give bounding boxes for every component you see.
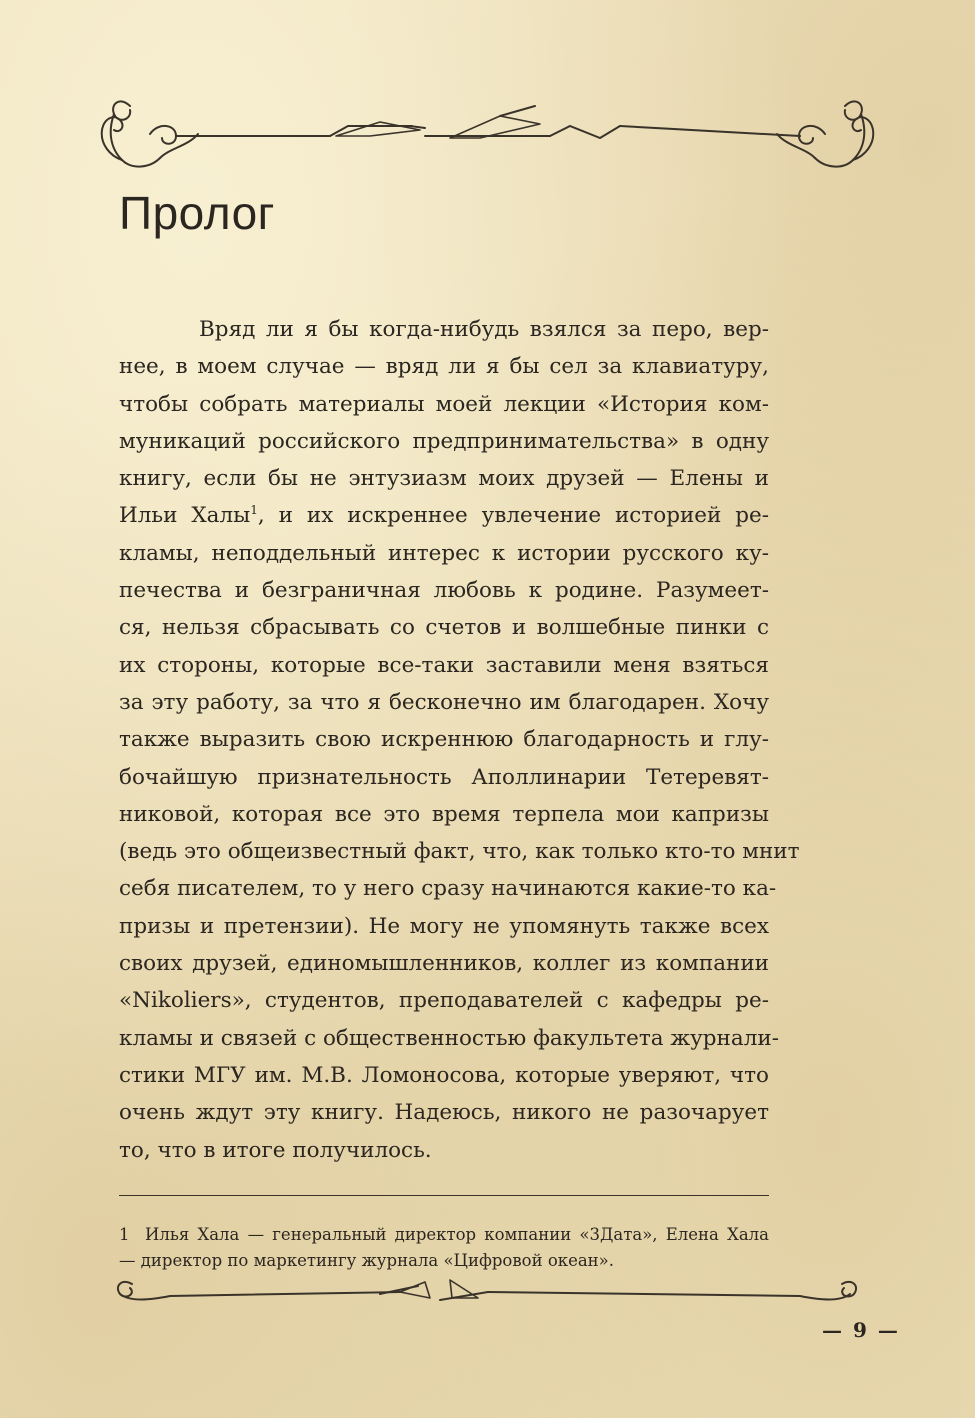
body-paragraph <box>119 311 800 1169</box>
page-number: — 9 — <box>822 1318 900 1342</box>
text-line: муникаций российского предпринимательства» в одну <box>119 428 769 454</box>
footnote-divider <box>119 1195 769 1196</box>
page-title: Пролог <box>119 187 275 239</box>
text-line: то, что в итоге получилось. <box>119 1137 432 1163</box>
footnote-line: — директор по маркетингу журнала «Цифровой океан». <box>119 1251 615 1270</box>
text-line: очень ждут эту книгу. Надеюсь, никого не разочарует <box>119 1100 769 1126</box>
text-line: нее, в моем случае — вряд ли я бы сел за клавиатуру, <box>119 354 769 380</box>
text-line: также выразить свою искреннюю благодарность и глу- <box>119 727 769 753</box>
bottom-ornament-icon <box>80 1270 895 1310</box>
top-ornament-icon <box>80 86 895 176</box>
text-line: призы и претензии). Не могу не упомянуть также всех <box>119 913 769 939</box>
text-line: за эту работу, за что я бесконечно им благодарен. Хочу <box>119 689 769 715</box>
text-line: книгу, если бы не энтузиазм моих друзей — Елены и <box>119 466 769 492</box>
text-line: своих друзей, единомышленников, коллег из компании <box>119 951 769 977</box>
text-line: бочайшую признательность Аполлинарии Тетеревят- <box>119 764 769 790</box>
text-line: себя писателем, то у него сразу начинаются какие-то ка- <box>119 876 777 902</box>
text-line: чтобы собрать материалы моей лекции «История ком- <box>119 391 769 417</box>
text-line: их стороны, которые все-таки заставили меня взяться <box>119 652 769 678</box>
text-line: кламы, неподдельный интерес к истории русского ку- <box>119 540 769 566</box>
text-line: печества и безграничная любовь к родине. Разумеет- <box>119 578 769 604</box>
footnote <box>119 1222 769 1274</box>
text-line: кламы и связей с общественностью факультета журнали- <box>119 1025 779 1051</box>
text-line: «Nikoliers», студентов, преподавателей с кафедры ре- <box>119 988 769 1014</box>
footnote-reference[interactable]: 1 <box>250 503 258 518</box>
text-fragment: Ильи Халы <box>119 503 251 529</box>
text-line: Вряд ли я бы когда-нибудь взялся за перо, вер- <box>199 317 769 342</box>
text-line: ся, нельзя сбрасывать со счетов и волшебные пинки с <box>119 615 769 641</box>
text-line: стики МГУ им. М.В. Ломоносова, которые уверяют, что <box>119 1062 769 1088</box>
text-line: (ведь это общеизвестный факт, что, как только кто-то мнит <box>119 839 800 865</box>
footnote-text: Илья Хала — генеральный директор компании «3Дата», Елена Хала <box>145 1225 769 1244</box>
footnote-number: 1 <box>119 1225 130 1244</box>
text-fragment: , и их искреннее увлечение историей ре- <box>257 503 770 529</box>
footnote-line <box>119 1222 769 1248</box>
text-line-with-footnote <box>119 497 769 534</box>
text-line: никовой, которая все это время терпела мои капризы <box>119 801 769 827</box>
